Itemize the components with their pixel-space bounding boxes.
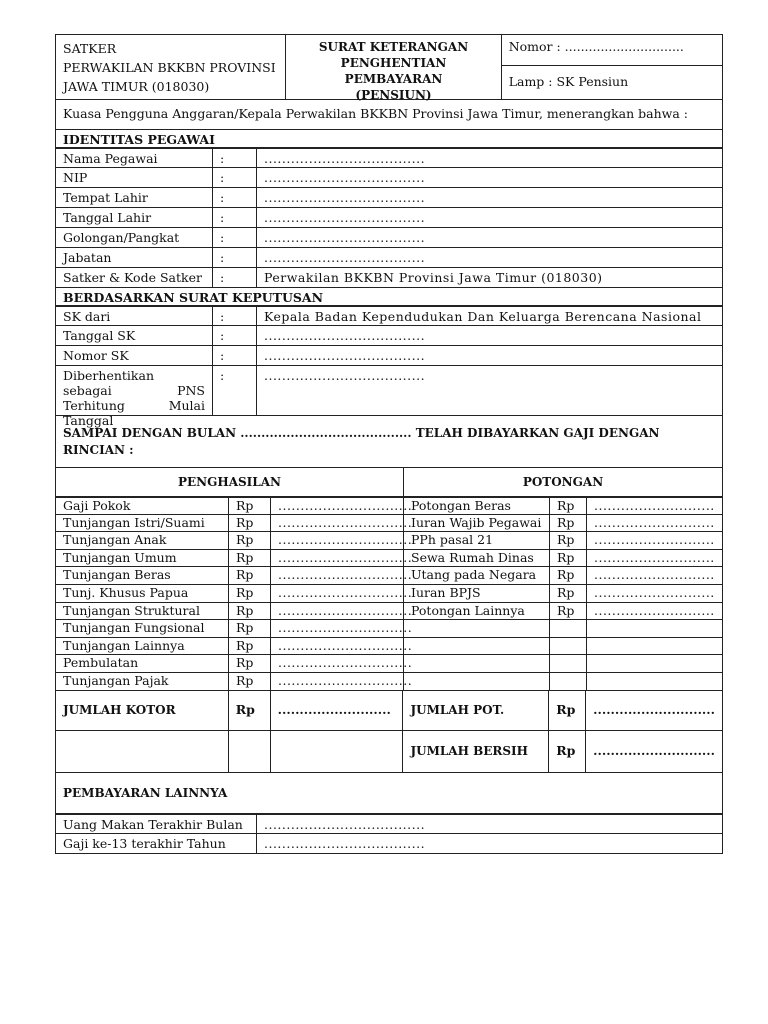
identitas-row [55,188,723,208]
jumlah-kotor-rp: Rp [228,691,270,730]
jumlah-pot-value: ............................ [585,691,722,730]
income-rp: Rp [228,620,270,637]
deduction-value: ........................... [586,532,722,549]
diberhentikan-colon: : [212,366,256,415]
pembayaran-title: PEMBAYARAN LAINNYA [63,785,228,800]
title-line2: PENGHENTIAN PEMBAYARAN [340,56,447,86]
field-label: Golongan/Pangkat [63,230,180,245]
identitas-rows [55,148,723,288]
deduction-rp: Rp [549,567,586,584]
rincian-header [55,468,723,497]
empty-cell [549,673,586,690]
field-colon: : [212,307,256,325]
income-label: Tunjangan Fungsional [63,620,205,636]
income-rp: Rp [228,515,270,532]
empty-cell [270,731,403,772]
income-rp: Rp [228,498,270,514]
deduction-value: ........................... [586,567,722,584]
income-value: .............................. [270,567,403,584]
field-label: Tanggal SK [63,328,136,343]
rincian-row [55,585,723,603]
income-value: .............................. [270,603,403,620]
deduction-value: ........................... [586,498,722,514]
lampiran-field: Lamp : SK Pensiun [502,65,722,100]
income-label: Pembulatan [63,655,139,671]
income-label: Gaji Pokok [63,498,131,513]
deduction-value: ........................... [586,585,722,602]
field-value: .................................... [256,208,722,227]
rincian-row [55,655,723,673]
deduction-rp: Rp [549,498,586,514]
diberhentikan-row [55,366,723,428]
rincian-row [55,515,723,533]
rincian-rows [55,497,723,691]
field-label: NIP [63,170,88,185]
jumlah-bersih-row [55,731,723,773]
field-value: .................................... [256,228,722,247]
income-rp: Rp [228,655,270,672]
satker-name-line2: JAWA TIMUR (018030) [63,79,210,94]
deduction-rp: Rp [549,515,586,532]
deduction-label: Iuran BPJS [403,585,549,602]
field-value: .................................... [256,834,722,853]
jumlah-kotor-value: .......................... [270,691,403,730]
intro-text: Kuasa Pengguna Anggaran/Kepala Perwakilan BKKBN Provinsi Jawa Timur, menerangkan bahwa : [63,106,688,121]
document-meta [501,35,722,99]
keputusan-rows [55,306,723,366]
keputusan-row [55,326,723,346]
field-label: Nomor SK [63,348,129,363]
identitas-row [55,148,723,168]
empty-cell [403,673,549,690]
empty-cell [549,655,586,672]
keputusan-title: BERDASARKAN SURAT KEPUTUSAN [63,290,323,305]
pembayaran-header [55,773,723,814]
field-value: .................................... [256,248,722,267]
field-colon: : [212,248,256,267]
income-label: Tunjangan Anak [63,532,167,548]
empty-cell [228,731,270,772]
income-label: Tunj. Khusus Papua [63,584,189,600]
field-value: Kepala Badan Kependudukan Dan Keluarga Berencana Nasional [256,307,722,325]
diberhentikan-value: .................................... [256,366,722,415]
field-label: SK dari [63,309,111,324]
identitas-row [55,168,723,188]
field-colon: : [212,168,256,187]
income-label: Tunjangan Struktural [63,602,200,618]
field-value: Perwakilan BKKBN Provinsi Jawa Timur (018030) [256,268,722,287]
income-rp: Rp [228,638,270,655]
field-value: .................................... [256,346,722,365]
diberhentikan-label: Diberhentikan sebagai PNS Terhitung Mulai Tanggal [63,368,205,428]
income-value: .............................. [270,532,403,549]
field-label: Jabatan [63,250,112,265]
field-label: Nama Pegawai [63,151,158,166]
field-value: .................................... [256,815,722,833]
sampai-row [55,416,723,468]
pembayaran-row [55,834,723,854]
intro-row [55,100,723,130]
jumlah-kotor-label: JUMLAH KOTOR [63,702,176,717]
identitas-row [55,208,723,228]
income-value: .............................. [270,673,403,690]
empty-cell [586,620,722,637]
satker-name-line1: PERWAKILAN BKKBN PROVINSI [63,60,276,75]
field-label: Tempat Lahir [63,190,148,205]
identitas-row [55,228,723,248]
jumlah-bersih-value: ............................ [585,731,722,772]
income-label: Tunjangan Lainnya [63,637,185,653]
form-header [55,34,723,100]
satker-block [56,35,285,99]
keputusan-row [55,306,723,326]
empty-cell [403,655,549,672]
income-rp: Rp [228,532,270,549]
field-value: .................................... [256,326,722,345]
field-colon: : [212,228,256,247]
income-rp: Rp [228,550,270,567]
rincian-row [55,532,723,550]
field-colon: : [212,208,256,227]
field-colon: : [212,326,256,345]
identitas-header [55,130,723,148]
deduction-label: Potongan Lainnya [403,603,549,620]
income-label: Tunjangan Istri/Suami [63,514,205,530]
income-value: .............................. [270,620,403,637]
satker-label: SATKER [63,41,117,56]
income-value: .............................. [270,585,403,602]
field-value: .................................... [256,149,722,167]
pembayaran-rows [55,814,723,854]
rincian-row [55,497,723,515]
empty-cell [403,638,549,655]
field-value: .................................... [256,188,722,207]
income-value: .............................. [270,655,403,672]
pembayaran-row [55,814,723,834]
field-colon: : [212,346,256,365]
jumlah-pot-label: JUMLAH POT. [402,691,548,730]
identitas-row [55,268,723,288]
keputusan-header [55,288,723,306]
keputusan-row [55,346,723,366]
empty-cell [586,655,722,672]
field-value: .................................... [256,168,722,187]
document-title [285,35,500,102]
identitas-title: IDENTITAS PEGAWAI [63,132,215,147]
rincian-row [55,567,723,585]
deduction-rp: Rp [549,585,586,602]
rincian-row [55,603,723,621]
document-form [55,34,723,854]
penghasilan-title: PENGHASILAN [177,475,282,489]
title-line3: (PENSIUN) [355,88,432,102]
income-rp: Rp [228,585,270,602]
empty-cell [56,731,228,772]
identitas-row [55,248,723,268]
income-label: Tunjangan Umum [63,549,177,565]
empty-cell [403,620,549,637]
deduction-label: Potongan Beras [403,498,549,514]
field-label: Uang Makan Terakhir Bulan [63,816,243,832]
rincian-row [55,620,723,638]
deduction-rp: Rp [549,550,586,567]
empty-cell [549,620,586,637]
jumlah-kotor-row [55,691,723,731]
deduction-label: Utang pada Negara [403,567,549,584]
empty-cell [586,638,722,655]
deduction-value: ........................... [586,515,722,532]
income-value: .............................. [270,498,403,514]
jumlah-bersih-label: JUMLAH BERSIH [402,731,548,772]
income-value: .............................. [270,550,403,567]
rincian-row [55,673,723,691]
sampai-text: SAMPAI DENGAN BULAN ......................................... TELAH DIBAYARKAN GAJI DENGAN RINCIAN : [63,426,660,457]
deduction-rp: Rp [549,603,586,620]
potongan-title: POTONGAN [403,468,722,496]
field-label: Satker & Kode Satker [63,270,202,285]
rincian-row [55,550,723,568]
income-rp: Rp [228,567,270,584]
rincian-row [55,638,723,656]
deduction-label: PPh pasal 21 [403,532,549,549]
income-label: Tunjangan Beras [63,567,171,583]
income-value: .............................. [270,638,403,655]
income-value: .............................. [270,515,403,532]
deduction-label: Iuran Wajib Pegawai [403,515,549,532]
deduction-value: ........................... [586,550,722,567]
deduction-label: Sewa Rumah Dinas [403,550,549,567]
empty-cell [549,638,586,655]
field-label: Tanggal Lahir [63,210,152,225]
jumlah-bersih-rp: Rp [548,731,585,772]
deduction-rp: Rp [549,532,586,549]
empty-cell [586,673,722,690]
field-colon: : [212,268,256,287]
field-colon: : [212,149,256,167]
income-label: Tunjangan Pajak [63,672,169,688]
jumlah-pot-rp: Rp [548,691,585,730]
field-colon: : [212,188,256,207]
income-rp: Rp [228,603,270,620]
income-rp: Rp [228,673,270,690]
deduction-value: ........................... [586,603,722,620]
nomor-field: Nomor : .............................. [508,39,684,54]
field-label: Gaji ke-13 terakhir Tahun [63,835,226,851]
title-line1: SURAT KETERANGAN [318,40,469,54]
